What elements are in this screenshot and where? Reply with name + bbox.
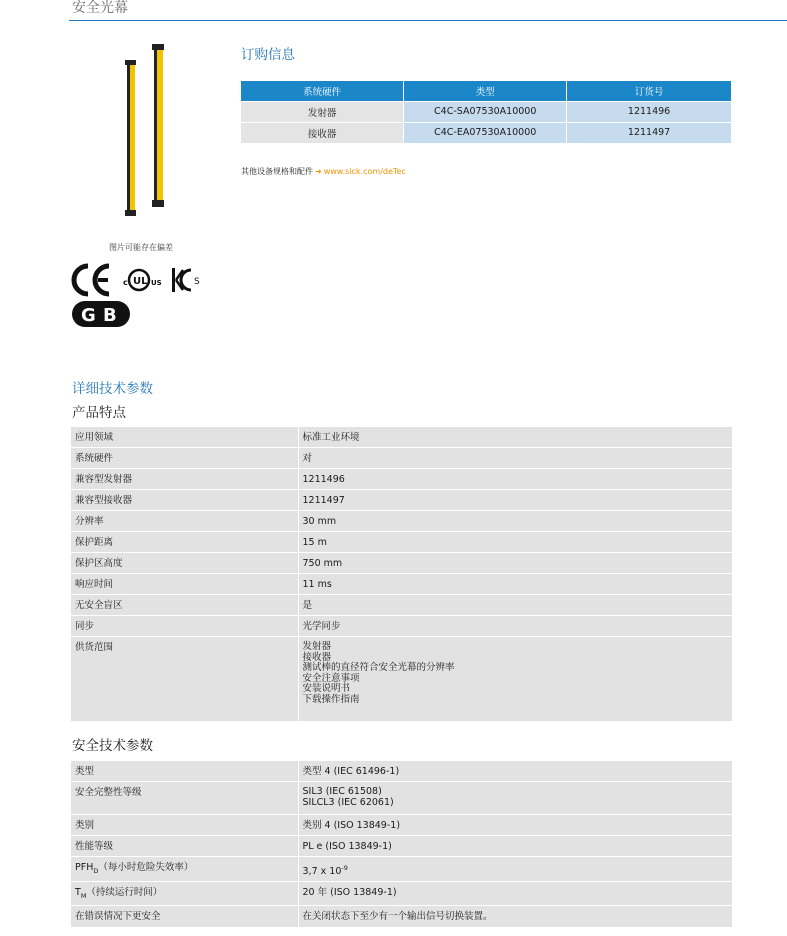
svg-text:G: G — [81, 305, 96, 326]
scope-item: 安装说明书 — [302, 683, 351, 694]
table-cell: C4C-EA07530A10000 — [404, 122, 567, 143]
table-row — [71, 427, 732, 448]
pfh-subscript: D — [93, 866, 99, 875]
spec-value: 1211496 — [298, 469, 732, 490]
table-row — [71, 553, 732, 574]
spec-key: 无安全盲区 — [71, 595, 298, 616]
table-row — [71, 574, 732, 595]
spec-value: PL e (ISO 13849-1) — [298, 836, 732, 857]
table-row — [71, 882, 732, 906]
column-header: 系统硬件 — [241, 81, 404, 101]
features-table — [71, 426, 732, 721]
table-row — [71, 857, 732, 882]
scope-item: 测试棒的直径符合安全光幕的分辨率 — [302, 662, 455, 673]
spec-value: 光学同步 — [298, 616, 732, 637]
image-caption: 图片可能存在偏差 — [109, 243, 173, 252]
light-curtain-image — [118, 40, 178, 220]
spec-value-list — [298, 782, 732, 815]
table-row — [71, 782, 732, 815]
spec-value: 15 m — [298, 532, 732, 553]
scope-item: 发射器 — [302, 641, 332, 652]
table-cell: C4C-SA07530A10000 — [404, 101, 567, 122]
pfh-label: PFH — [75, 862, 94, 873]
spec-key: 兼容型发射器 — [71, 469, 298, 490]
safety-table — [71, 760, 732, 927]
spec-key — [71, 857, 298, 882]
detail-section-title: 详细技术参数 — [72, 381, 153, 397]
table-row — [71, 448, 732, 469]
table-row — [71, 532, 732, 553]
spec-value: 750 mm — [298, 553, 732, 574]
svg-text:US: US — [151, 279, 162, 287]
ce-mark-icon — [74, 266, 109, 294]
spec-key: 供货范围 — [71, 637, 298, 721]
spec-value: 20 年 (ISO 13849-1) — [298, 882, 732, 906]
more-info-text: 其他设备规格和配件 — [241, 167, 313, 176]
table-row — [71, 836, 732, 857]
ordering-title: 订购信息 — [241, 47, 295, 63]
sil-item: SILCL3 (IEC 62061) — [302, 796, 394, 808]
table-row — [241, 122, 732, 143]
cul-us-icon — [123, 270, 162, 290]
scope-item: 安全注意事项 — [302, 672, 360, 684]
table-row — [71, 511, 732, 532]
certification-marks — [71, 262, 221, 332]
table-row — [71, 637, 732, 721]
more-info-link[interactable]: www.sick.com/deTec — [323, 167, 406, 176]
table-cell: 接收器 — [241, 122, 404, 143]
svg-text:S: S — [194, 277, 200, 287]
gb-mark-icon — [72, 301, 130, 327]
spec-value: 在关闭状态下至少有一个输出信号切换装置。 — [298, 906, 732, 927]
table-row — [71, 761, 732, 782]
table-header-row — [241, 81, 732, 101]
kcs-icon — [172, 268, 200, 292]
svg-text:UL: UL — [133, 276, 148, 287]
spec-key: 性能等级 — [71, 836, 298, 857]
spec-key: 在错误情况下更安全 — [71, 906, 298, 927]
safety-title: 安全技术参数 — [72, 738, 153, 754]
spec-value: 11 ms — [298, 574, 732, 595]
spec-key — [71, 882, 298, 906]
tm-subscript: M — [80, 892, 87, 901]
spec-key: 兼容型接收器 — [71, 490, 298, 511]
column-header: 类型 — [404, 81, 567, 101]
spec-value: 是 — [298, 595, 732, 616]
more-info-line — [241, 166, 406, 177]
spec-value-list — [298, 637, 732, 721]
scope-item: 下载操作指南 — [302, 693, 360, 705]
spec-key: 同步 — [71, 616, 298, 637]
pfh-exponent: -9 — [341, 864, 348, 872]
spec-key: 系统硬件 — [71, 448, 298, 469]
spec-key: 安全完整性等级 — [71, 782, 298, 815]
table-row — [71, 595, 732, 616]
pfh-label-rest: （每小时危险失效率） — [98, 862, 194, 873]
table-row — [71, 815, 732, 836]
spec-key: 类型 — [71, 761, 298, 782]
table-row — [71, 469, 732, 490]
ordering-table — [241, 81, 732, 143]
tm-label-rest: （持续运行时间） — [86, 887, 163, 899]
table-cell: 发射器 — [241, 101, 404, 122]
spec-value: 类别 4 (ISO 13849-1) — [298, 815, 732, 836]
features-title: 产品特点 — [72, 405, 126, 421]
spec-key: 响应时间 — [71, 574, 298, 595]
table-row — [71, 616, 732, 637]
table-row — [71, 906, 732, 927]
spec-value: 类型 4 (IEC 61496-1) — [298, 761, 732, 782]
spec-key: 分辨率 — [71, 511, 298, 532]
column-header: 订货号 — [567, 81, 732, 101]
spec-value: 标准工业环境 — [298, 427, 732, 448]
pfh-value: 3,7 x 10 — [302, 866, 342, 878]
tm-label: T — [75, 887, 81, 899]
svg-text:c: c — [123, 278, 128, 287]
spec-value: 30 mm — [298, 511, 732, 532]
spec-key: 保护区高度 — [71, 553, 298, 574]
table-cell: 1211496 — [567, 101, 732, 122]
table-row — [71, 490, 732, 511]
spec-value: 1211497 — [298, 490, 732, 511]
scope-item: 接收器 — [302, 651, 332, 663]
spec-key: 保护距离 — [71, 532, 298, 553]
svg-text:B: B — [103, 305, 117, 326]
table-cell: 1211497 — [567, 122, 732, 143]
sil-item: SIL3 (IEC 61508) — [302, 786, 382, 797]
table-row — [241, 101, 732, 122]
spec-key: 应用领域 — [71, 427, 298, 448]
header-divider — [69, 20, 787, 21]
page-header-title: 安全光幕 — [72, 0, 128, 16]
spec-value — [298, 857, 732, 882]
spec-key: 类别 — [71, 815, 298, 836]
arrow-right-icon: ➜ — [315, 167, 322, 176]
spec-value: 对 — [298, 448, 732, 469]
